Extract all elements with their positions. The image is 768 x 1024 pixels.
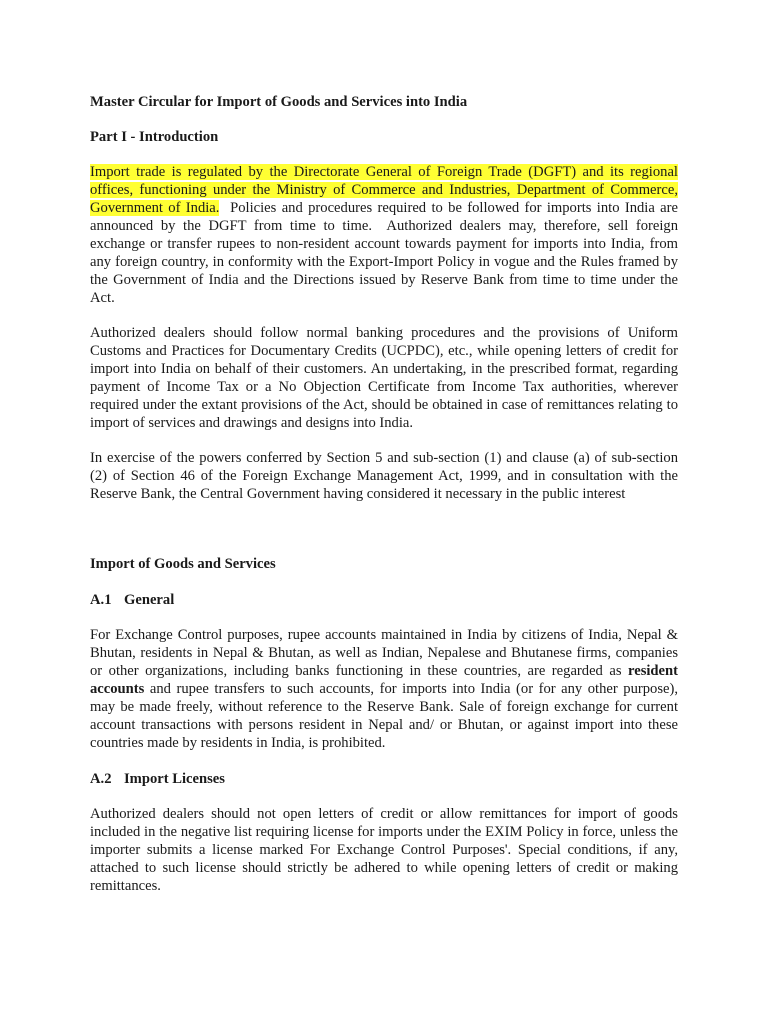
intro-paragraph-1 (90, 163, 682, 307)
a2-heading (90, 770, 678, 788)
part1-heading: Part I - Introduction (90, 129, 219, 145)
a1-number: A.1 (90, 592, 112, 608)
section-heading: Import of Goods and Services (90, 556, 276, 572)
intro-paragraph-3: In exercise of the powers conferred by Section 5 and sub-section (1) and clause (a) of sub-section (2) of Section 46 of the Foreign Exchange Management Act, 1999, and in consultation with the Reserve Bank, the Central Government having considered it necessary in the public interest (90, 450, 678, 502)
a1-heading (90, 591, 678, 609)
a1-bold-term: resident accounts (90, 663, 678, 697)
a1-heading-text: General (124, 592, 175, 608)
intro-paragraph-2: Authorized dealers should follow normal banking procedures and the provisions of Uniform Customs and Practices for Documentary Credits (UCPDC), etc., while opening letters of credit for import into India on behalf of their customers. An undertaking, in the prescribed format, regarding payment of Income Tax or a No Objection Certificate from Income Tax authorities, wherever required under the extant provisions of the Act, should be obtained in case of remittances relating to import of services and drawings and designs into India. (90, 325, 678, 431)
a2-heading-text: Import Licenses (124, 771, 225, 787)
a2-paragraph: Authorized dealers should not open letters of credit or allow remittances for import of goods included in the negative list requiring license for imports under the EXIM Policy in force, unless the importer submits a license marked For Exchange Control Purposes'. Special conditions, if any, attached to such license should strictly be adhered to while opening letters of credit or making remittances. (90, 806, 678, 894)
document-title: Master Circular for Import of Goods and Services into India (90, 94, 468, 110)
intro-paragraph-1-rest: Policies and procedures required to be followed for imports into India are announced by the DGFT from time to time. Authorized dealers may, therefore, sell foreign exchange or transfer rupees to non-resident account towards payment for imports into India, from any foreign country, in conformity with the Export-Import Policy in vogue and the Rules framed by the Government of India and the Directions issued by Reserve Bank from time to time under the Act. (90, 200, 682, 306)
document-page (90, 93, 682, 895)
a1-paragraph (90, 626, 678, 752)
a1-paragraph-end: and rupee transfers to such accounts, for imports into India (or for any other purpose), may be made freely, without reference to the Reserve Bank. Sale of foreign exchange for current account transactions with persons resident in Nepal and/ or Bhutan, or against import into these countries made by residents in India, is prohibited. (90, 681, 678, 751)
a2-number: A.2 (90, 771, 112, 787)
highlighted-text: Import trade is regulated by the Directorate General of Foreign Trade (DGFT) and its regional offices, functioning under the Ministry of Commerce and Industries, Department of Commerce, Government of India. (90, 164, 678, 216)
a1-paragraph-start: For Exchange Control purposes, rupee accounts maintained in India by citizens of India, Nepal & Bhutan, residents in Nepal & Bhutan, as well as Indian, Nepalese and Bhutanese firms, companies or other organizations, including banks functioning in these countries, are regarded as (90, 627, 678, 679)
